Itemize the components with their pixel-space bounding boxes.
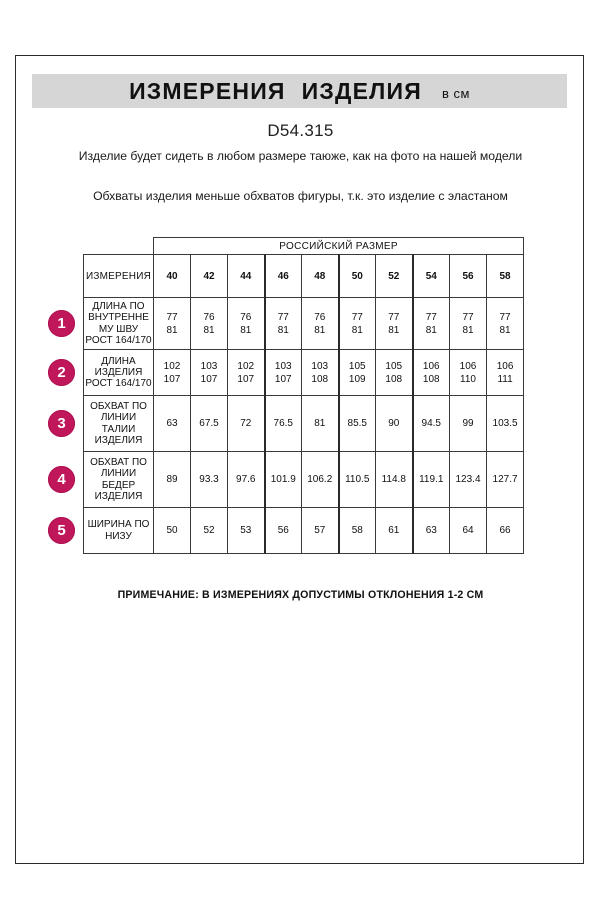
row-label-4: ОБХВАТ ПО ЛИНИИ БЕДЕР ИЗДЕЛИЯ xyxy=(84,452,154,508)
cell-r1-46: 77 81 xyxy=(265,298,302,350)
page-title-part2: ИЗДЕЛИЯ xyxy=(301,77,422,104)
cell-r3-56: 99 xyxy=(450,396,487,452)
cell-r1-56: 77 81 xyxy=(450,298,487,350)
cell-r3-42: 67.5 xyxy=(191,396,228,452)
row-badge-5: 5 xyxy=(48,517,75,544)
cell-r1-44: 76 81 xyxy=(228,298,265,350)
unit-label: в см xyxy=(441,85,470,101)
size-column-header-48: 48 xyxy=(302,255,339,298)
cell-r3-46: 76.5 xyxy=(265,396,302,452)
cell-r1-58: 77 81 xyxy=(487,298,524,350)
measurements-table-wrap xyxy=(83,237,523,554)
cell-r4-58: 127.7 xyxy=(487,452,524,508)
note-fit: Изделие будет сидеть в любом размере таюже, как на фото на нашей модели xyxy=(78,149,523,163)
size-column-header-46: 46 xyxy=(265,255,302,298)
row-label-1: ДЛИНА ПО ВНУТРЕННЕ МУ ШВУ РОСТ 164/170 xyxy=(84,298,154,350)
cell-r3-48: 81 xyxy=(302,396,339,452)
product-code: D54.315 xyxy=(267,121,334,140)
row-label-5: ШИРИНА ПО НИЗУ xyxy=(84,508,154,554)
table-group-header: РОССИЙСКИЙ РАЗМЕР xyxy=(154,238,524,255)
page-title xyxy=(129,78,422,105)
cell-r1-50: 77 81 xyxy=(339,298,376,350)
cell-r3-44: 72 xyxy=(228,396,265,452)
row-badge-4: 4 xyxy=(48,466,75,493)
cell-r3-52: 90 xyxy=(376,396,413,452)
size-column-header-42: 42 xyxy=(191,255,228,298)
cell-r5-46: 56 xyxy=(265,508,302,554)
measurements-table xyxy=(83,237,524,554)
cell-r2-40: 102 107 xyxy=(154,350,191,396)
cell-r2-46: 103 107 xyxy=(265,350,302,396)
cell-r5-48: 57 xyxy=(302,508,339,554)
cell-r5-56: 64 xyxy=(450,508,487,554)
size-column-header-40: 40 xyxy=(154,255,191,298)
cell-r2-48: 103 108 xyxy=(302,350,339,396)
cell-r4-40: 89 xyxy=(154,452,191,508)
table-row xyxy=(84,452,524,508)
size-column-header-44: 44 xyxy=(228,255,265,298)
cell-r5-52: 61 xyxy=(376,508,413,554)
row-label-3: ОБХВАТ ПО ЛИНИИ ТАЛИИ ИЗДЕЛИЯ xyxy=(84,396,154,452)
size-chart-page xyxy=(15,55,584,864)
size-column-header-52: 52 xyxy=(376,255,413,298)
cell-r5-44: 53 xyxy=(228,508,265,554)
cell-r5-54: 63 xyxy=(413,508,450,554)
cell-r1-48: 76 81 xyxy=(302,298,339,350)
row-badge-1: 1 xyxy=(48,310,75,337)
cell-r5-58: 66 xyxy=(487,508,524,554)
cell-r5-50: 58 xyxy=(339,508,376,554)
cell-r4-52: 114.8 xyxy=(376,452,413,508)
cell-r5-40: 50 xyxy=(154,508,191,554)
cell-r2-54: 106 108 xyxy=(413,350,450,396)
table-row xyxy=(84,396,524,452)
table-row xyxy=(84,350,524,396)
cell-r1-52: 77 81 xyxy=(376,298,413,350)
cell-r4-48: 106.2 xyxy=(302,452,339,508)
size-column-header-50: 50 xyxy=(339,255,376,298)
cell-r1-42: 76 81 xyxy=(191,298,228,350)
cell-r4-56: 123.4 xyxy=(450,452,487,508)
cell-r2-58: 106 111 xyxy=(487,350,524,396)
cell-r4-44: 97.6 xyxy=(228,452,265,508)
title-band xyxy=(32,74,567,108)
cell-r1-54: 77 81 xyxy=(413,298,450,350)
table-row xyxy=(84,298,524,350)
table-corner-cell xyxy=(84,238,154,255)
cell-r4-46: 101.9 xyxy=(265,452,302,508)
size-column-header-58: 58 xyxy=(487,255,524,298)
cell-r2-52: 105 108 xyxy=(376,350,413,396)
table-row xyxy=(84,508,524,554)
note-elastane: Обхваты изделия меньше обхватов фигуры, т.к. это изделие с эластаном xyxy=(93,189,508,203)
cell-r5-42: 52 xyxy=(191,508,228,554)
page-title-part1: ИЗМЕРЕНИЯ xyxy=(129,77,286,104)
cell-r2-42: 103 107 xyxy=(191,350,228,396)
cell-r1-40: 77 81 xyxy=(154,298,191,350)
cell-r3-50: 85.5 xyxy=(339,396,376,452)
row-badge-2: 2 xyxy=(48,359,75,386)
cell-r3-54: 94.5 xyxy=(413,396,450,452)
row-badge-3: 3 xyxy=(48,410,75,437)
cell-r4-54: 119.1 xyxy=(413,452,450,508)
size-column-header-54: 54 xyxy=(413,255,450,298)
size-column-header-56: 56 xyxy=(450,255,487,298)
cell-r2-44: 102 107 xyxy=(228,350,265,396)
row-label-2: ДЛИНА ИЗДЕЛИЯ РОСТ 164/170 xyxy=(84,350,154,396)
cell-r3-40: 63 xyxy=(154,396,191,452)
table-measure-header: ИЗМЕРЕНИЯ xyxy=(84,255,154,298)
cell-r4-42: 93.3 xyxy=(191,452,228,508)
cell-r3-58: 103.5 xyxy=(487,396,524,452)
cell-r2-56: 106 110 xyxy=(450,350,487,396)
cell-r4-50: 110.5 xyxy=(339,452,376,508)
cell-r2-50: 105 109 xyxy=(339,350,376,396)
footer-note: ПРИМЕЧАНИЕ: В ИЗМЕРЕНИЯХ ДОПУСТИМЫ ОТКЛОНЕНИЯ 1-2 СМ xyxy=(117,589,484,601)
